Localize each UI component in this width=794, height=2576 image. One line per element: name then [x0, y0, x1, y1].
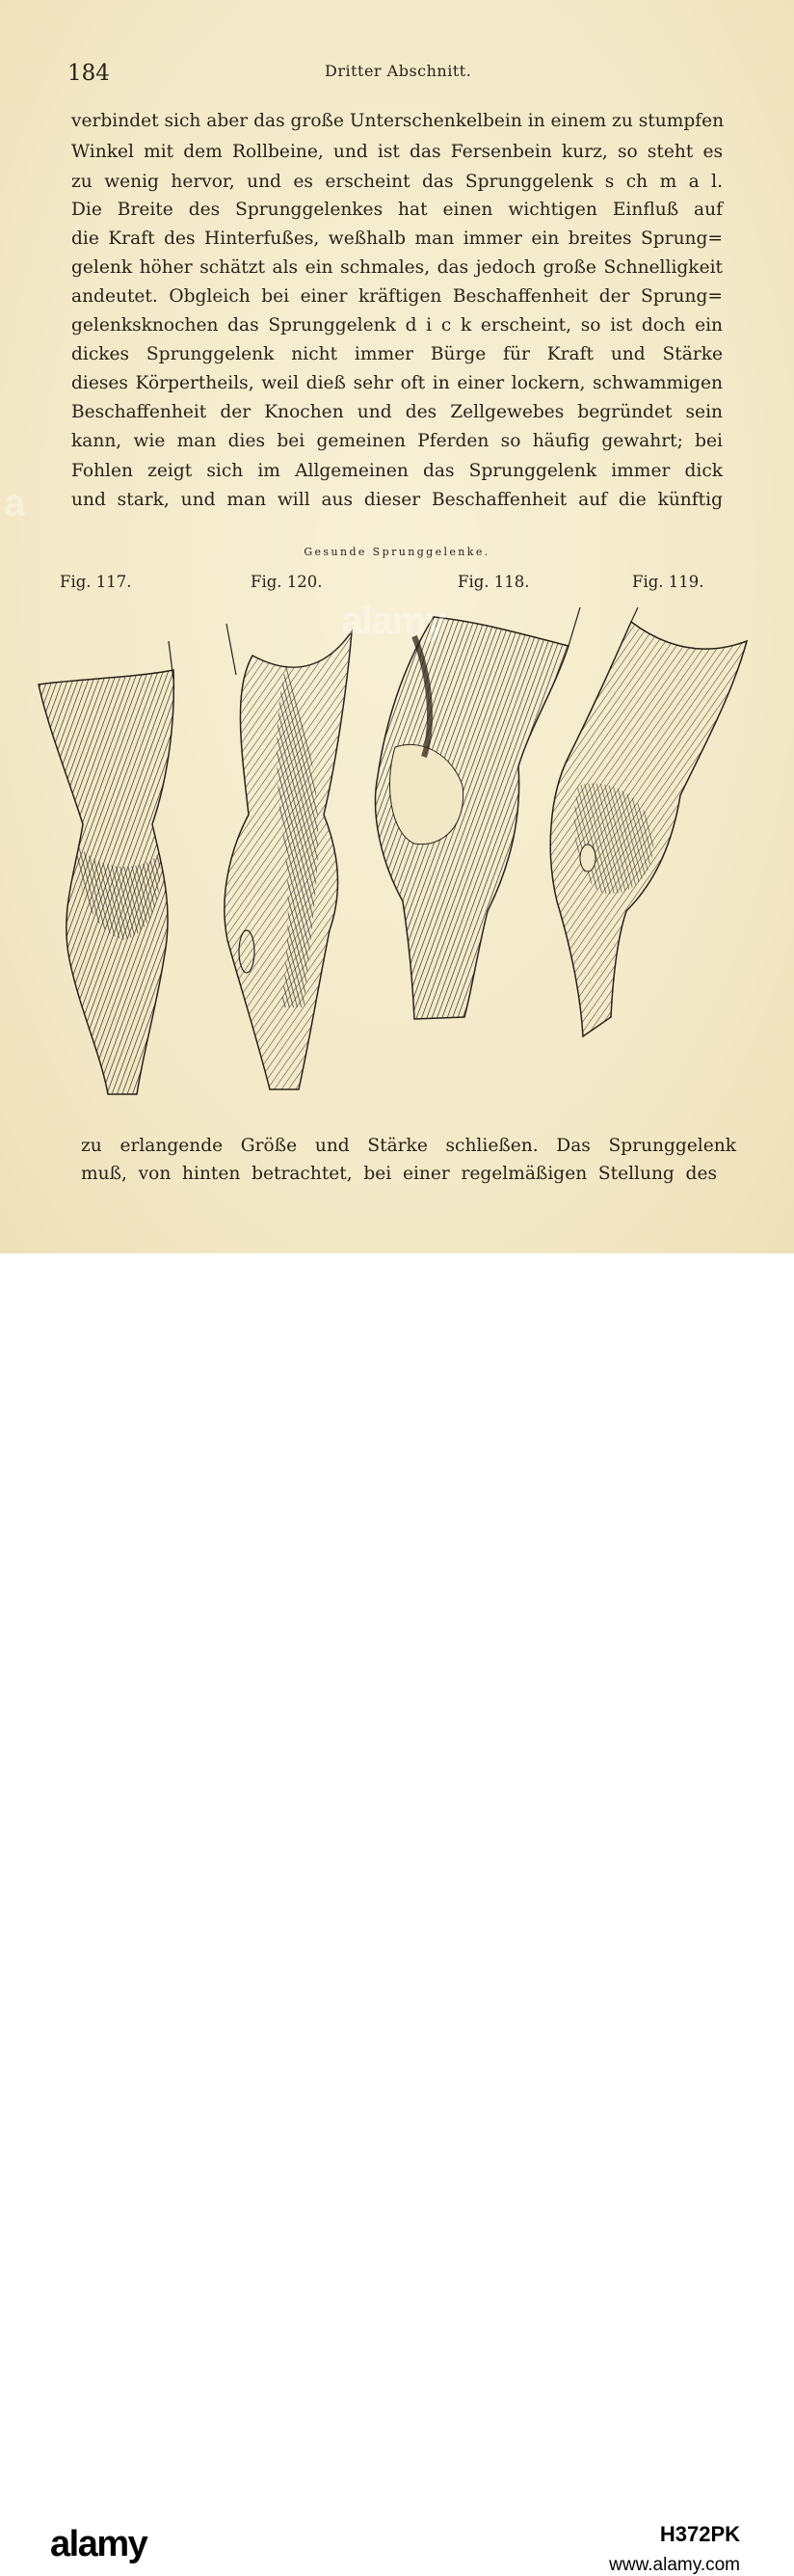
text-line: Beschaffenheit der Knochen und des Zellgewebes begründet sein — [71, 402, 723, 422]
text-line: zu wenig hervor, und es erscheint das Sprunggelenk s ch m a l. — [71, 172, 723, 192]
footer-bar — [0, 1253, 794, 2575]
text-line: andeutet. Obgleich bei einer kräftigen Beschaffenheit der Sprung= — [71, 286, 723, 307]
image-id: H372PK — [659, 2522, 740, 2546]
text-line: kann, wie man dies bei gemeinen Pferden so häufig gewahrt; bei — [71, 431, 723, 451]
text-line: dickes Sprunggelenk nicht immer Bürge für Kraft und Stärke — [71, 344, 723, 364]
text-line: dieses Körpertheils, weil dieß sehr oft in einer lockern, schwammigen — [71, 373, 723, 393]
figure-caption: Gesunde Sprunggelenke. — [304, 546, 490, 558]
watermark: alamy — [341, 600, 446, 642]
page-number: 184 — [67, 61, 110, 86]
text-line: muß, von hinten betrachtet, bei einer regelmäßigen Stellung des — [81, 1164, 717, 1184]
text-line: gelenksknochen das Sprunggelenk d i c k erscheint, so ist doch ein — [71, 315, 723, 335]
figure-label: Fig. 120. — [251, 573, 323, 591]
text-line: Die Breite des Sprunggelenkes hat einen wichtigen Einfluß auf — [71, 200, 723, 220]
figure-label: Fig. 118. — [458, 573, 530, 591]
text-line: die Kraft des Hinterfußes, weßhalb man immer ein breites Sprung= — [71, 228, 723, 249]
book-page — [0, 0, 794, 1253]
fig-117-drawing — [39, 641, 173, 1094]
text-line: und stark, und man will aus dieser Beschaffenheit auf die künftig — [71, 490, 723, 510]
figure-label: Fig. 119. — [632, 573, 704, 591]
text-line: Fohlen zeigt sich im Allgemeinen das Sprunggelenk immer dick — [71, 461, 723, 481]
watermark: a — [4, 482, 25, 524]
text-line: gelenk höher schätzt als ein schmales, das jedoch große Schnelligkeit — [71, 257, 723, 278]
brand-logo[interactable]: alamy — [50, 2524, 147, 2564]
figure-label: Fig. 117. — [60, 573, 132, 591]
text-line: verbindet sich aber das große Unterschenkelbein in einem zu stumpfen — [71, 111, 725, 131]
fig-118-drawing — [376, 607, 580, 1019]
running-head: Dritter Abschnitt. — [325, 62, 472, 80]
hock-joints-engraving — [29, 603, 761, 1104]
fig-120-drawing — [225, 624, 352, 1089]
text-line: Winkel mit dem Rollbeine, und ist das Fersenbein kurz, so steht es — [71, 142, 723, 162]
site-link[interactable]: www.alamy.com — [609, 2555, 740, 2575]
text-line: zu erlangende Größe und Stärke schließen. Das Sprunggelenk — [81, 1136, 736, 1156]
fig-119-drawing — [550, 607, 747, 1036]
